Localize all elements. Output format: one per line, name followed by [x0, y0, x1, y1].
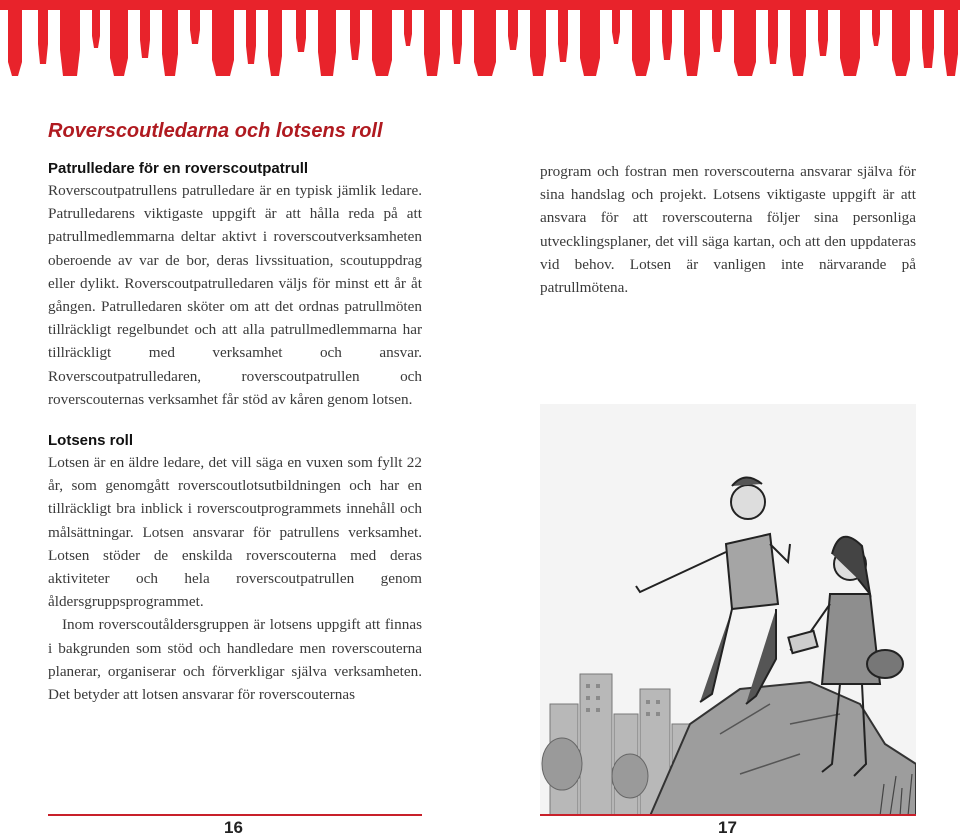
- footer-rule-right: [540, 814, 916, 816]
- section-paragraph: program och fostran men roverscouterna ansvarar själva för sina handslag och projekt. Lotsens viktigaste uppgift är att ansvara för att roverscouterna följer sina personliga utvecklingsplaner, det vill säga kartan, och att den uppdateras vid behov. Lotsen är vanligen inte närvarande på patrullmötena.: [540, 163, 916, 297]
- two-scouts-on-rock-illustration: [540, 404, 916, 816]
- section-heading: Patrulledare för en roverscoutpatrull: [48, 160, 309, 177]
- section-lotsens-roll: [48, 430, 422, 706]
- page-number-right: 17: [718, 818, 737, 837]
- footer-rule-left: [48, 814, 422, 816]
- section-paragraph: Lotsen är en äldre ledare, det vill säga en vuxen som fyllt 22 år, som genomgått roverscoutlotsutbildningen och har en tillräckligt bra inblick i roverscoutprogrammets innehåll och målsättningar. Lotsen ansvarar för patrullens verksamhet. Lotsen stöder de enskilda roverscouterna med deras aktiviteter och hela roverscoutpatrullen genom åldersgruppsprogrammet.: [48, 454, 422, 611]
- forest-banner-decoration: [0, 0, 960, 80]
- section-paragraph: Roverscoutpatrullens patrulledare är en typisk jämlik ledare. Patrulledarens viktigaste uppgift är att hålla reda på att patrullmedlemmarna deltar aktivt i roverscoutverksamheten oberoende av var de bor, deras livssituation, scoutuppdrag eller dylikt. Roverscoutpatrulledaren väljs för minst ett år åt gången. Patrulledaren sköter om att det ordnas patrullmöten tillräckligt regelbundet och att alla patrullmedlemmarna har tillräckligt med verksamhet och ansvar. Roverscoutpatrulledaren, roverscoutpatrullen och roverscouternas verksamhet får stöd av kåren genom lotsen.: [48, 182, 422, 408]
- page-number-left: 16: [224, 818, 243, 837]
- section-paragraph: Inom roverscoutåldersgruppen är lotsens uppgift att finnas i bakgrunden som stöd och handledare men roverscouterna planerar, organiserar och förverkligar själva verksamheten. Det betyder att lotsen ansvarar för roverscouternas: [48, 616, 422, 704]
- right-column-text: [540, 160, 916, 299]
- section-heading: Lotsens roll: [48, 432, 134, 449]
- page-title: Roverscoutledarna och lotsens roll: [48, 120, 383, 142]
- section-patrulledare: [48, 158, 422, 411]
